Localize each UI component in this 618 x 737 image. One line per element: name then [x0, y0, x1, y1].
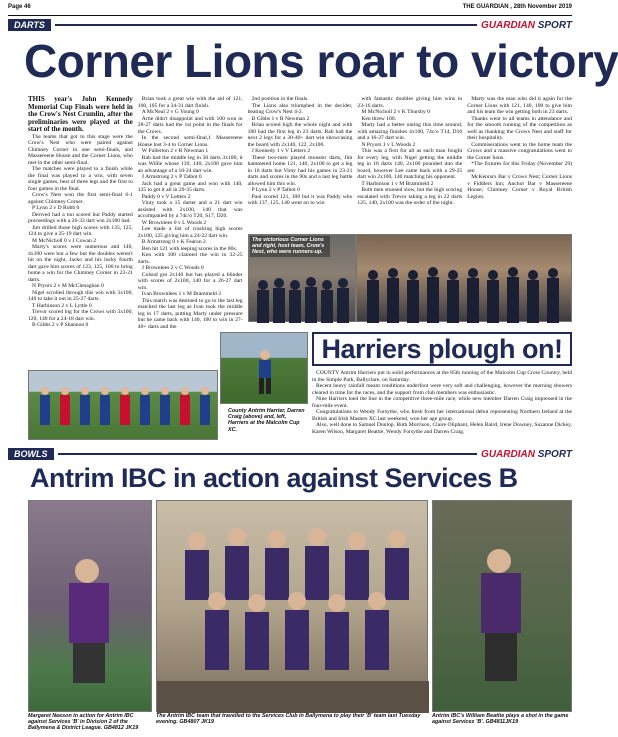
article-paragraph: Brian took a great win with the aid of 121, 100, 105 for a 34-31 dart finish.	[137, 96, 243, 109]
bowls-section-bar	[8, 448, 572, 460]
harriers-headline-box	[312, 332, 572, 366]
article-paragraph: M McNicholl 2 v K Thursby 0	[361, 109, 430, 115]
article-paragraph: P Lynn 2 v D Robb 0	[32, 205, 80, 212]
article-paragraph: T Harbinson 2 v L Lyttle 0	[32, 302, 92, 309]
article-paragraph: T Harbinson 1 v M Brammeld 2	[361, 180, 434, 187]
harriers-figures	[29, 371, 219, 441]
article-paragraph: Vinty took a 15 darter and a 21 dart win assisted with 2x100, 140 that was accompanied by a 74c/o T20, S17, D20.	[137, 200, 243, 219]
bowls-headline: Antrim IBC in action against Services B	[30, 463, 518, 493]
article-paragraph: Colsud got 2x140 but has played a blinder with scores of 2x100, 140 for a 26-27 dart win.	[137, 271, 243, 291]
brand-sport: SPORT	[537, 448, 572, 460]
article-paragraph: Ken with 100 claimed the win in 32-25 darts.	[137, 252, 243, 265]
article-paragraph: B Gibbs 1 v R Newman 2	[251, 115, 310, 122]
section-divider	[58, 453, 478, 455]
article-paragraph: McKenna's Bar v Crows Nest; Corner Lions v Fiddlers Inn; Anchor Bar v Massereene House; Chimney Corner v Royal British Legion.	[467, 174, 572, 200]
article-paragraph: A McNeal 2 v G Young 0	[141, 109, 199, 115]
william-beattie-photo	[432, 500, 572, 712]
team-photo-figures-2	[357, 235, 573, 323]
article-paragraph: Trevor scored big for the Crows with 3x100, 120, 140 for a 24-18 dart win.	[28, 309, 133, 322]
article-paragraph: The Lions also triumphed in the decider, beating Crow's Nest 4-2.	[247, 102, 353, 115]
article-paragraph: P Lynn 2 v P Talbot 0	[251, 187, 300, 193]
article-paragraph: Brian scored high the whole night and with 180 had the first leg in 23 darts. Rab had the next 2 legs for a 30-40+ dart win showcasing the board with 2x140, 122, 2x100.	[247, 122, 353, 148]
margaret-neeson-photo	[28, 500, 152, 712]
bowler-figure	[29, 501, 153, 713]
article-paragraph: This match was destined to go to the last leg matched the last leg as Ivan took the middle leg in 17 darts, putting Marty under pressure but he came back with 140, 100 to win in 27-40+ darts and the	[137, 297, 243, 330]
article-paragraph: *The fixtures for this Friday (November 29) are:	[467, 161, 572, 174]
darts-section-tag: DARTS	[8, 19, 51, 31]
darts-column-1	[28, 95, 133, 329]
header-rule	[8, 15, 572, 16]
article-paragraph: Recent heavy rainfall meant conditions underfoot were very soft and challenging, however the morning showers cleared in time for the races, and the support from club members was enthusiastic.	[312, 383, 572, 396]
article-paragraph: B Armstrong 0 v K Fearon 2	[141, 239, 206, 245]
darts-headline: Corner Lions roar to victory	[24, 35, 618, 87]
guardian-sport-brand	[481, 20, 572, 31]
article-paragraph: Ken threw 100.	[361, 115, 397, 122]
darts-column-2	[137, 96, 243, 330]
crows-nest-photo	[356, 234, 572, 322]
article-paragraph: Jim drilled those high scores with 135, 125, 124 to give a 25-19 dart win.	[28, 224, 133, 238]
article-paragraph: Marty was the man who did it again for the Corner Lions with 121, 140, 100 to give him and his team the win getting both in 23 darts.	[467, 96, 572, 115]
runner-figure	[221, 333, 309, 405]
darts-section-bar	[8, 19, 572, 31]
article-paragraph: N Pryors 2 v M McClenaghan 0	[32, 283, 104, 290]
article-paragraph: Commiserations went to the home team the Crows and a massive congratulations went to the Corner lions.	[467, 141, 572, 161]
article-paragraph: J Armstrong 2 v P Talbot 0	[141, 174, 202, 180]
article-paragraph: Paul scored 121, 100 but it was Paddy who with 137, 125, 140 went on to win	[247, 193, 353, 206]
harriers-group-photo	[28, 370, 218, 440]
article-paragraph: Paddy 0 v V Letters 2	[141, 193, 191, 200]
article-paragraph: Rab had the middle leg in 30 darts 3x100, it was Willie whose 139, 140, 2x100 gave him an advantage of a 18-24 dart win.	[137, 154, 243, 174]
article-paragraph: Also, well done to Samuel Dunlop, Ruth Morrison, Claire Oliphant, Helen Baird, Irene Downey, Suzanne Dickey, Karen Wilson, Margaret Beattie, Wendy Forsythe and Darren Craig.	[312, 422, 572, 435]
article-paragraph: Congratulations to Wendy Forsythe, who fresh from her international debut representing Northern Ireland at the British and Irish Masters XC last weekend, won her age group.	[312, 409, 572, 422]
article-paragraph: Ben hit 121 with leeping scores in the 80s.	[141, 245, 238, 252]
darren-craig-photo	[220, 332, 308, 404]
bowls-caption-left: Margaret Neeson in action for Antrim IBC against Services 'B' in Division 2 of the Ballymena & District League. GB4812 JK19	[28, 713, 139, 732]
brand-name: GUARDIAN	[481, 19, 535, 31]
section-divider	[55, 24, 477, 26]
article-paragraph: Ivan Brownlees 1 v M Brammeld 2	[141, 291, 222, 297]
harriers-headline: Harriers plough on!	[321, 333, 563, 364]
article-paragraph: COUNTY Antrim Harriers put in solid performances at the 85th running of the Malcolm Cup Cross Country, held in the Simple Park, Ballyclare, on Saturday.	[312, 370, 572, 383]
bowls-team-figures	[157, 501, 429, 713]
article-paragraph: Nine Harriers toed the line in the competitive three-mile race, while new member Darren Craig impressed in the four-mile event.	[312, 396, 572, 409]
article-paragraph: Jack had a great game and won with 140, 125 to get it all in 29-35 darts.	[137, 180, 243, 193]
article-paragraph: These two-men played monster darts, Jim hammered home 121, 140, 2x100 to get a leg in 16 darts but Vinty had his games in 23-21 darts and scores in the 90s and a last leg battle allowed him this win.	[247, 154, 353, 187]
article-paragraph: J Kennedy 1 v V Letters 2	[251, 148, 311, 154]
article-paragraph: Marty's scores were numerous and 140, 4x100 were but a few but the doubles weren't hit on the night, Jacko and his lucky fourth dart gave him scores of 123, 125, 100 to bring home a win for the Chimney Corner in 23-21 darts.	[28, 244, 133, 283]
article-paragraph: Artie didn't disappoint and with 100 won in 28-27 darts had the 1st point in the finals for the Crows.	[137, 115, 243, 135]
bowls-caption-center: The Antrim IBC team that travelled to the Services Club in Ballymena to play their 'B' team last Tuesday evening. GB4807 JK19	[156, 713, 421, 726]
masthead: THE GUARDIAN , 28th November 2019	[462, 4, 572, 10]
page-number: Page 46	[8, 4, 31, 10]
article-paragraph: Lee made a list of cracking high scores 2x100, 125 giving him a 24-22 dart win.	[137, 226, 243, 239]
article-paragraph: The matches were played to a finish while the final was played to a win, with seven single games, best of three legs and the first to four games in the final.	[28, 166, 133, 192]
article-paragraph: Marty had a better outing this time around, with amazing finishes 4x100, 74c/o T14, D16 and a 16-27 dart win.	[357, 122, 463, 141]
article-paragraph: J Brownlees 2 v C Woods 0	[141, 265, 204, 271]
bowls-caption-right: Antrim IBC's William Beattie plays a shot in the game against Services 'B'. GB4811JK19	[432, 713, 569, 726]
brand-name: GUARDIAN	[481, 448, 535, 460]
article-paragraph: Both men stunned slow, but the high scoring escalated with Trevor taking a leg in 22 darts 125, 140, 2x100 was the order of the night.	[357, 187, 463, 206]
article-paragraph: W Brownlees 0 v L Woods 2	[141, 219, 207, 226]
darts-column-5	[467, 96, 572, 231]
guardian-sport-brand	[481, 449, 572, 460]
antrim-ibc-team-photo	[156, 500, 428, 712]
article-paragraph: In the second semi-final,1 Massereene House lost 3-4 to Corner Lions.	[137, 135, 243, 148]
brand-sport: SPORT	[537, 19, 572, 31]
bowls-section-tag: BOWLS	[8, 448, 54, 460]
darts-photo-caption: The victorious Corner Lions and right, host team, Crow's Nest, who were runners-up.	[250, 236, 330, 257]
bowler-figure-2	[433, 501, 573, 713]
article-paragraph: This was a first for all as each man fought for every leg, with Nigel getting the middle leg in 18 darts 140, 2x100 pounded into the board, however Lee came back with a 29-25 dart win 2x100, 140 matching his opponent.	[357, 148, 463, 180]
article-paragraph: Crow's Nest won the first semi-final 6-1 against Chimney Corner.	[28, 192, 133, 205]
harriers-photo-caption: County Antrim Harrier, Darren Craig (above) and, left, Harriers at the Malcolm Cup XC.	[228, 408, 305, 433]
darts-column-4	[357, 96, 462, 231]
article-paragraph: W Fullerton 2 v R Newman 1	[141, 148, 209, 154]
article-paragraph: B Gibbs 2 v P Shannon 0	[32, 322, 89, 329]
article-paragraph: The teams that got to this stage were the Crow's Nest who were paired against Chimney Corner in one semi-finals, and Massereene House and the Corner Lions, who met in the other semi-final.	[28, 133, 133, 166]
harriers-article	[312, 370, 572, 435]
article-paragraph: M McNicholl 0 v J Cowan 2	[32, 237, 97, 244]
article-paragraph: Thanks went to all teams in attendance and for the smooth running of the competition as well as thanking the Crows Nest and staff for their hospitality.	[467, 115, 572, 141]
article-paragraph: THIS year's John Kennedy Memorial Cup Finals were held in the Crow's Nest Crumlin, after the preliminaries were played at the start of the month.	[28, 95, 133, 134]
article-paragraph: with fantastic doubles giving him wins in 23-16 darts.	[357, 96, 463, 109]
article-paragraph: N Pryors 1 v L Woods 2	[361, 141, 416, 148]
article-paragraph: Derived had a ton scored but Paddy started proceedings with a 26-33 dart win 2x180 had.	[28, 211, 133, 225]
darts-column-3	[248, 96, 353, 231]
article-paragraph: 2nd position in the finals.	[251, 96, 309, 102]
article-paragraph: Nigel scrolled through this win with 3x100, 140 to take it out in 25-27 darts.	[28, 289, 133, 303]
